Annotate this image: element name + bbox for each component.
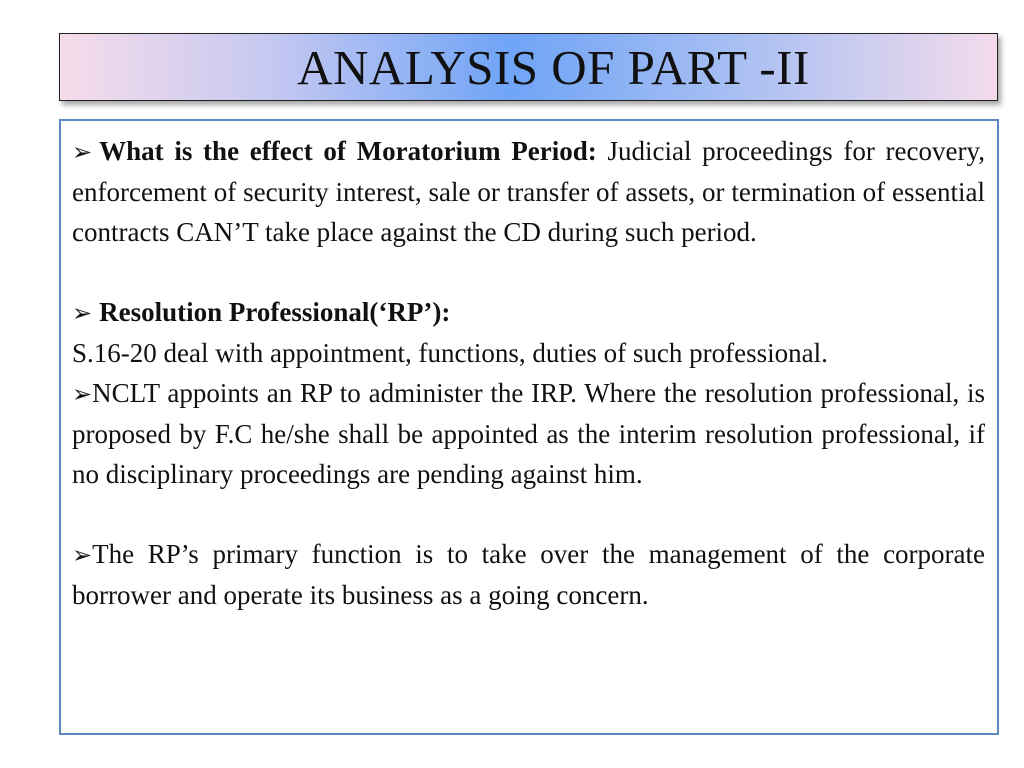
arrow-bullet-icon: ➢ [72,380,93,408]
title-banner [59,33,998,101]
nclt-paragraph [72,373,985,494]
arrow-bullet-icon: ➢ [72,541,93,569]
rp-sections-paragraph: S.16-20 deal with appointment, functions, duties of such professional. [72,338,828,368]
rp-heading: Resolution Professional(‘RP’): [99,297,451,327]
slide-title: ANALYSIS OF PART -II [297,40,810,95]
rp-heading-paragraph [72,292,985,333]
spacer [72,252,985,292]
arrow-bullet-icon: ➢ [72,138,93,166]
moratorium-heading: What is the effect of Moratorium Period: [99,136,597,166]
spacer [72,494,985,534]
moratorium-text: Judicial proceedings for recovery, enforcement of security interest, sale or transfer of assets, or termination of essential contracts CAN’T take place against the CD during such period. [72,136,985,247]
moratorium-paragraph [72,131,985,252]
nclt-text: NCLT appoints an RP to administer the IRP. Where the resolution professional, is proposed by F.C he/she shall be appointed as the interim resolution professional, if no disciplinary proceedings are pending against him. [72,378,985,489]
function-text: The RP’s primary function is to take over the management of the corporate borrower and operate its business as a going concern. [72,539,985,610]
arrow-bullet-icon: ➢ [72,299,93,327]
content-box [59,119,999,735]
function-paragraph [72,534,985,615]
